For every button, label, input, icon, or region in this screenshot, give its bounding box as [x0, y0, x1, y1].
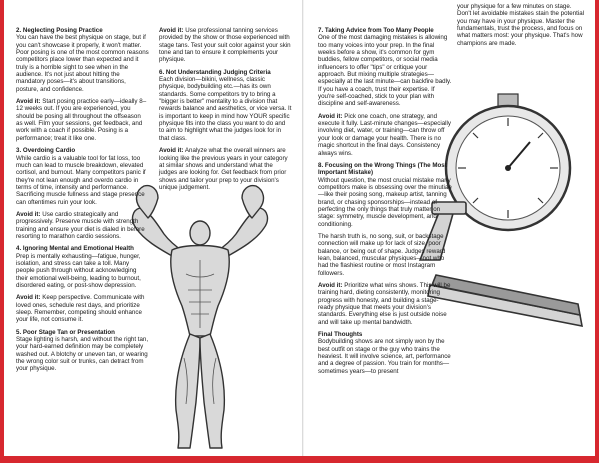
paragraph: Use professional tanning services provided by the show or those experienced with stage tans. Test your suit color against your skin tone and tan to ensure it complements your physique.	[159, 27, 291, 64]
heading-final-thoughts: Final Thoughts	[318, 331, 363, 339]
page-spine	[302, 0, 304, 456]
column-2	[159, 27, 292, 196]
column-4	[457, 3, 585, 52]
paragraph: Start posing practice early—ideally 8–12 weeks out. If you are experienced, you should be posing all throughout the offseason as well. Film your sessions, get feedback, and work with a coach if possible. Posing is a performance; treat it like one.	[16, 98, 147, 142]
avoid-label: Avoid it:	[159, 147, 184, 155]
paragraph: You can have the best physique on stage, but if you can't showcase it properly, it won't matter. Poor posing is one of the most common reasons competitors place lower than expected and it truly is a horrible sight to see when in the audience. It's not just about hitting the mandatory poses—it's about transitions, posture, and confidence.	[16, 34, 149, 93]
paragraph: Use cardio strategically and progressively. Preserve muscle with strength training and ensure your diet is dialed in before resorting to marathon cardio sessions.	[16, 210, 145, 240]
paragraph: Stage lighting is harsh, and without the right tan, your hard-earned definition may be completely washed out. A blotchy or uneven tan, or wearing the wrong color suit or trunks, can detract from your physique.	[16, 336, 149, 373]
heading-too-many-people: 7. Taking Advice from Too Many People	[318, 27, 434, 34]
heading-posing-practice: 2. Neglecting Posing Practice	[16, 27, 103, 34]
column-1	[16, 27, 149, 378]
red-right-border	[595, 0, 599, 463]
avoid-label: Avoid it:	[16, 210, 41, 218]
paragraph: Analyze what the overall winners are looking like the previous years in your category at similar shows and understand what the judges are looking for. Get feedback from prior shows and tailor your prep to your division's unique judgement.	[159, 147, 288, 191]
paragraph: Pick one coach, one strategy, and execute it fully. Last-minute changes—especially involving diet, water, or training—can throw off your look or damage your health. There is no magic shortcut in the final days. Consistency always wins.	[318, 112, 451, 157]
column-3	[318, 27, 452, 380]
avoid-label: Avoid it:	[318, 112, 343, 120]
red-bottom-border	[0, 456, 599, 463]
heading-judging-criteria: 6. Not Understanding Judging Criteria	[159, 68, 271, 76]
avoid-label: Avoid it:	[16, 98, 41, 106]
heading-wrong-things: 8. Focusing on the Wrong Things (The Most Important Mistake)	[318, 161, 447, 177]
heading-mental-health: 4. Ignoring Mental and Emotional Health	[16, 245, 134, 253]
paragraph: Prioritize what wins shows. This will be training hard, dieting consistently, monitoring progress with honesty, and building a stage-ready physique that meets your division's standards. Everything else is just outside noise and will take up mental bandwidth.	[318, 282, 451, 326]
paragraph: your physique for a few minutes on stage. Don't let avoidable mistakes stain the potential you may have in your physique. Master the fundamentals, trust the process, and focus on what matters most: your physique. That's how champions are made.	[457, 3, 585, 47]
paragraph: While cardio is a valuable tool for fat loss, too much can lead to muscle breakdown, elevated cortisol, and burnout. Many competitors panic if they're not lean enough and overdo cardio in terms of time, intensity and performance. Sacrificing muscle fullness and stage presence can oftentimes ruin your look.	[16, 154, 146, 206]
red-left-border	[0, 0, 4, 463]
avoid-label: Avoid it:	[318, 282, 343, 289]
paragraph: Bodybuilding shows are not simply won by the best outfit on stage or the guy who trains the heaviest. It will involve science, art, performance and a degree of passion. You train for months—sometimes years—to present	[318, 338, 451, 375]
paragraph: The harsh truth is, no song, suit, or backstage connection will make up for lack of size, poor balance, or being out of shape. Judges reward lean, balanced, muscular physiques—not who had the flashiest routine or most Instagram followers.	[318, 232, 446, 277]
paragraph: Without question, the most crucial mistake many competitors make is obsessing over the minutiae—like their posing song, makeup artist, tanning brand, or chasing sponsorships—instead of perfecting the only things that truly matter on stage: symmetry, muscle development, and conditioning.	[318, 176, 452, 228]
paragraph: Each division—bikini, wellness, classic physique, bodybuilding etc.—has its own standards. Some competitors try to bring a "bigger is better" mentality to a division that rewards balance and aesthetics, or vice versa. It is important to keep in mind how YOUR specific physique fits into the class you want to do and to aim to highlight what the judges look for in that class.	[159, 76, 292, 142]
heading-overdoing-cardio: 3. Overdoing Cardio	[16, 147, 76, 155]
avoid-label: Avoid it:	[159, 27, 184, 34]
avoid-label: Avoid it:	[16, 294, 41, 302]
paragraph: Prep is mentally exhausting—fatigue, hunger, isolation, and stress can take a toll. Many people push through without acknowledging their emotional well-being, leading to burnout, disordered eating, or post-show depression.	[16, 252, 141, 289]
heading-stage-tan: 5. Poor Stage Tan or Presentation	[16, 328, 115, 336]
paragraph: One of the most damaging mistakes is allowing too many voices into your prep. In the final weeks before a show, it's common for gym buddies, fellow competitors, or social media influencers to offer "tips" or critique your approach. But mixing multiple strategies—especially at the last minute—can backfire badly. If you have a coach, trust their expertise. If you're self-coached, stick to your plan with discipline and self-awareness.	[318, 34, 452, 108]
paragraph: Keep perspective. Communicate with loved ones, schedule rest days, and prioritize sleep. Remember, competing should enhance your life, not consume it.	[16, 294, 145, 324]
